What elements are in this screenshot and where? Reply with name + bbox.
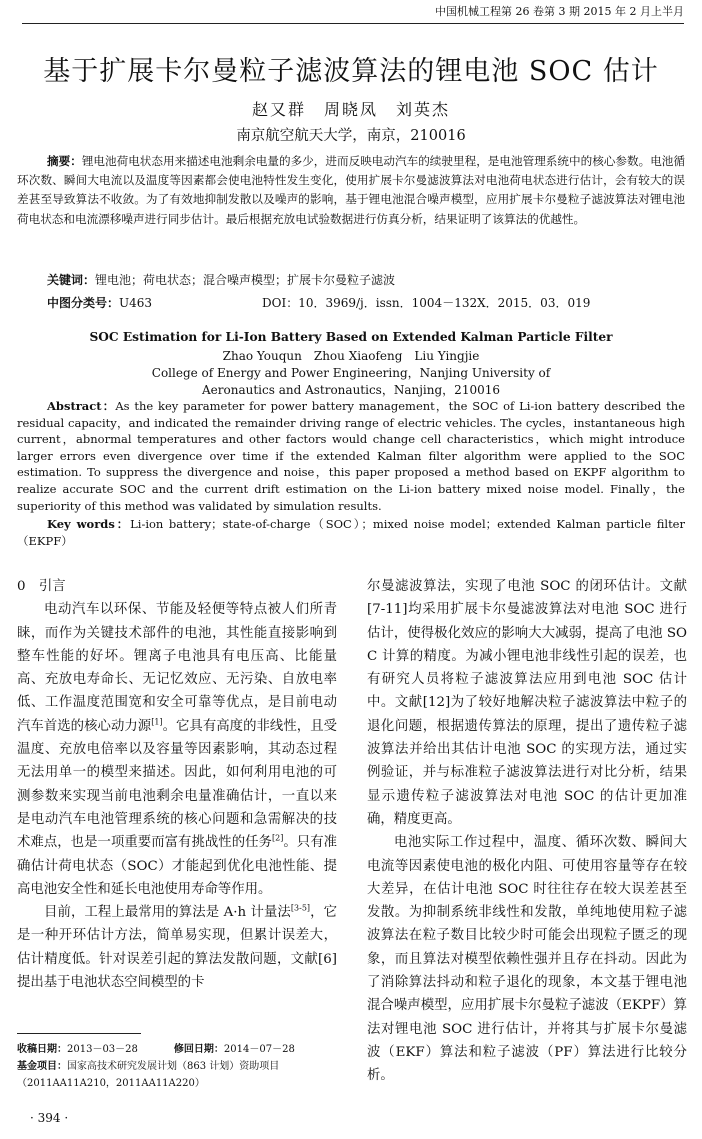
intro-paragraph-4: 电池实际工作过程中，温度、循环次数、瞬间大电流等因素使电池的极化内阻、可使用容量等存在较大差异，在估计电池 SOC 时往往存在较大误差甚至发散。为抑制系统非线性和发散，单纯地使用粒子滤波算法在粒子数目比较少时可能会出现粒子匮乏的现象，而且算法对模型依赖性强并且存在抖动。因此为了消除算法抖动和粒子退化的现象，本文基于锂电池混合噪声模型，应用扩展卡尔曼粒子滤波（EKPF）算法对锂电池 SOC 进行估计，并将其与扩展卡尔曼滤波（EKF）算法和粒子滤波（PF）算法进行比较分析。: [367, 835, 687, 1084]
doi: DOI：10．3969/j．issn．1004－132X．2015．03．019: [262, 296, 591, 310]
section-heading: 0 引言: [17, 579, 66, 594]
keywords-en-label: Key words：: [47, 517, 131, 531]
footnote: [17, 1041, 337, 1092]
abstract-zh: [17, 152, 685, 229]
footnote-fund: [17, 1058, 337, 1092]
class-value: U463: [119, 296, 153, 310]
page-number: · 394 ·: [30, 1111, 69, 1125]
intro-text-1c: 。只有准确估计荷电状态（SOC）才能起到优化电池性能、提高电池安全性和延长电池使用寿命等作用。: [17, 835, 338, 897]
revised-date: 2014－07－28: [223, 1044, 295, 1055]
abstract-en: [17, 398, 685, 514]
intro-paragraph-3: 尔曼滤波算法，实现了电池 SOC 的闭环估计。文献[7-11]均采用扩展卡尔曼滤波算法对电池 SOC 进行估计，使得极化效应的影响大大减弱，提高了电池 SOC 计算的精度。为减小锂电池非线性引起的误差，也有研究人员将粒子滤波算法应用到电池 SOC 估计中。文献[12]为了较好地解决粒子滤波算法中粒子的退化问题，根据遗传算法的原理，提出了遗传粒子滤波算法并给出其估计电池 SOC 的实现方法，通过实例验证，并与标准粒子滤波算法进行对比分析，结果显示遗传粒子滤波算法对电池 SOC 的估计更加准确，精度更高。: [367, 579, 687, 827]
keywords-zh-text: 锂电池；荷电状态；混合噪声模型；扩展卡尔曼粒子滤波: [95, 273, 396, 287]
intro-paragraph-2: [17, 901, 337, 994]
intro-text-2a: 目前，工程上最常用的算法是 A·h 计量法: [44, 905, 291, 921]
footnote-rule: [17, 1033, 141, 1034]
intro-text-1b: 。它具有高度的非线性，且受温度、充放电倍率以及容量等因素影响，其动态过程无法用单一的模型来描述。因此，如何利用电池的可测参数来实现当前电池剩余电量准确估计，一直以来是电动汽车电池管理系统的核心问题和急需解决的技术难点，也是一项重要而富有挑战性的任务: [17, 718, 338, 851]
authors: 赵又群 周晓凤 刘英杰: [251, 100, 450, 119]
keywords-zh-label: 关键词：: [47, 273, 96, 287]
abstract-en-label: Abstract：: [47, 399, 116, 413]
citation-3: [3-5]: [290, 903, 311, 913]
class-label: 中图分类号：: [47, 296, 120, 310]
intro-text-1a: 电动汽车以环保、节能及轻便等特点被人们所青睐，而作为关键技术部件的电池，其性能直接影响到整车性能的好坏。锂离子电池具有电压高、比能量高、充放电寿命长、无记忆效应、无污染、自放电率低、工作温度范围宽和安全可靠等优点，是目前电动汽车首选的核心动力源: [17, 602, 337, 734]
english-affiliation-line-2: Aeronautics and Astronautics，Nanjing，210016: [202, 383, 500, 397]
intro-paragraph-1: [17, 598, 337, 901]
fund-text: 国家高技术研究发展计划（863 计划）资助项目（2011AA11A210，2011AA11A220）: [17, 1061, 280, 1089]
right-column: [367, 575, 687, 1088]
keywords-en-text: Li-ion battery；state-of-charge（SOC）；mixed noise model；extended Kalman particle filter（EKPF）: [17, 517, 685, 548]
abstract-zh-text: 锂电池荷电状态用来描述电池剩余电量的多少，进而反映电动汽车的续驶里程，是电池管理系统中的核心参数。电池循环次数、瞬间大电流以及温度等因素都会使电池特性发生变化，使用扩展卡尔曼滤波算法对电池荷电状态进行估计，会有较大的误差甚至导致算法不收敛。为了有效地抑制发散以及噪声的影响，基于锂电池混合噪声模型，应用扩展卡尔曼粒子滤波算法对锂电池荷电状态和电流漂移噪声进行同步估计。最后根据充放电试验数据进行仿真分析，结果证明了该算法的优越性。: [17, 154, 685, 226]
keywords-en: [17, 516, 685, 549]
running-header: 中国机械工程第 26 卷第 3 期 2015 年 2 月上半月: [22, 3, 684, 24]
received-label: 收稿日期：: [17, 1044, 67, 1055]
revised-label: 修回日期：: [173, 1044, 224, 1055]
paper-title: 基于扩展卡尔曼粒子滤波算法的锂电池 SOC 估计: [43, 56, 659, 87]
abstract-en-text: As the key parameter for power battery management，the SOC of Li-ion battery described the residual capacity，and indicated the remainder driving range of electric vehicles. The cycles，instantaneous high current，abnormal temperatures and other factors would change cell characteristics，which might introduce larger errors even divergence over time if the extended Kalman filter algorithm were applied to the SOC estimation. To suppress the divergence and noise，this paper proposed a method based on EKPF algorithm to realize accurate SOC and the current drift estimation on the Li-ion battery mixed noise model. Finally，the superiority of this method was validated by simulation results.: [17, 399, 685, 513]
received-date: 2013－03－28: [67, 1044, 138, 1055]
left-column: [17, 575, 337, 994]
abstract-zh-label: 摘要：: [47, 154, 82, 168]
footnote-dates: [17, 1041, 337, 1058]
english-title: SOC Estimation for Li-Ion Battery Based on Extended Kalman Particle Filter: [89, 330, 613, 344]
citation-1: [1]: [151, 717, 163, 727]
intro-text-2b: ，它是一种开环估计方法，简单易实现，但累计误差大，估计精度低。针对误差引起的算法发散问题，文献[6]提出基于电池状态空间模型的卡: [17, 905, 337, 991]
classification: [47, 294, 647, 311]
keywords-zh: [47, 271, 395, 288]
fund-label: 基金项目：: [17, 1061, 67, 1072]
citation-2: [2]: [271, 833, 284, 843]
affiliation: 南京航空航天大学，南京，210016: [236, 128, 466, 144]
english-authors: Zhao Youqun Zhou Xiaofeng Liu Yingjie: [222, 349, 480, 363]
english-affiliation-line-1: College of Energy and Power Engineering，Nanjing University of: [151, 366, 551, 380]
